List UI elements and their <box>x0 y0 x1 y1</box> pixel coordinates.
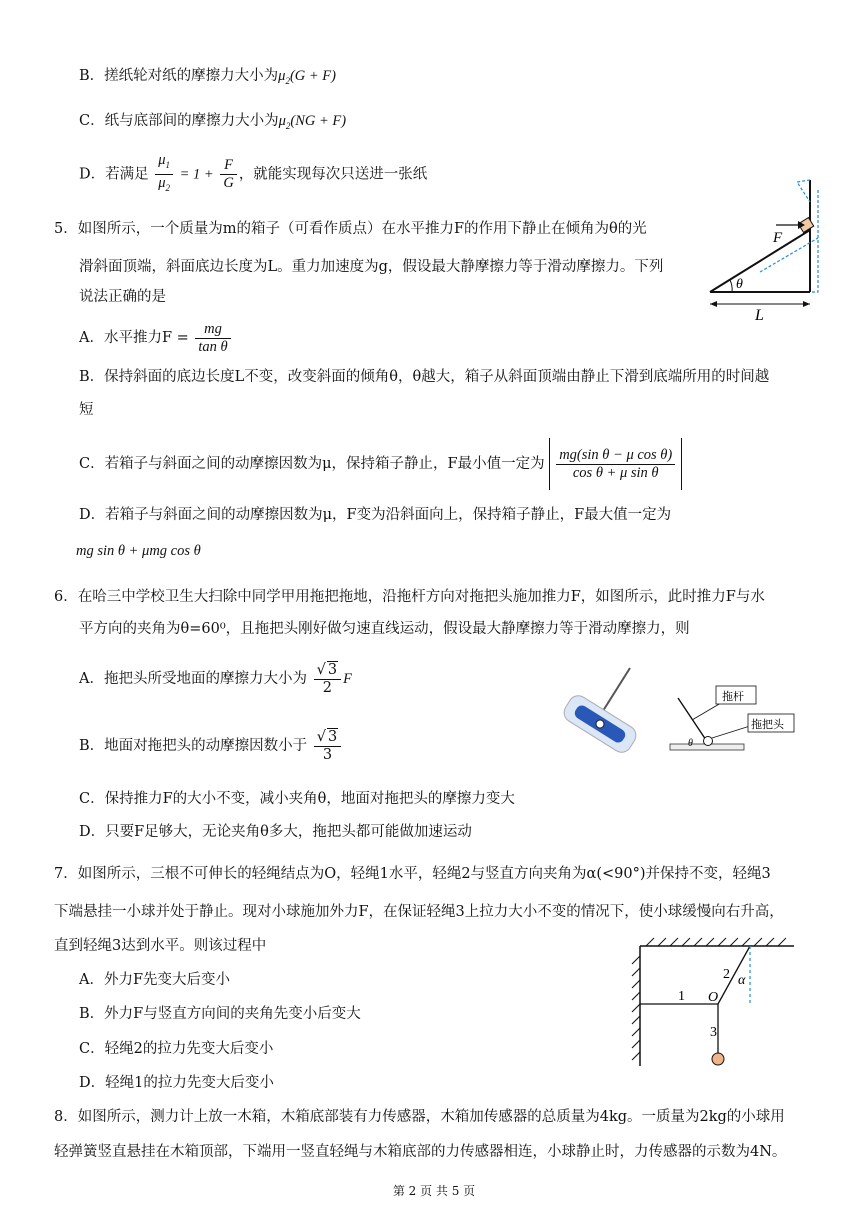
q8-stem-line2: 轻弹簧竖直悬挂在木箱顶部，下端用一竖直轻绳与木箱底部的力传感器相连，小球静止时，力传感器的示数为4N。 <box>54 1144 787 1160</box>
fraction-mg-tan: $\frac{mg}{\text{tan θ}}$ <box>195 321 230 356</box>
label-l: L <box>755 307 764 322</box>
q6-option-d: D．只要F足够大，无论夹角θ多大，拖把头都可能做加速运动 <box>79 824 472 840</box>
q6-option-c: C．保持推力F的大小不变，减小夹角θ，地面对拖把头的摩擦力变大 <box>79 791 515 807</box>
label-head: 拖把头 <box>751 719 784 731</box>
q6-option-a: A．拖把头所受地面的摩擦力大小为 $\frac{√ 3}{2}$ F <box>79 662 352 696</box>
q5-option-b-line2: 短 <box>79 402 94 418</box>
q4-option-b: B．搓纸轮对纸的摩擦力大小为$\mu_2(G + F)$ <box>79 68 336 86</box>
q7-stem-line3: 直到轻绳3达到水平。则该过程中 <box>54 938 267 954</box>
ropes-diagram <box>626 936 798 1070</box>
q7-option-a: A．外力F先变大后变小 <box>79 972 231 988</box>
q7-option-d: D．轻绳1的拉力先变大后变小 <box>79 1075 274 1091</box>
page-footer: 第 2 页 共 5 页 <box>392 1184 476 1198</box>
mu-2: $\mu_2$ <box>278 68 290 86</box>
dashed-helper-top <box>797 180 810 202</box>
angle-arc <box>730 280 732 292</box>
q6-option-b: B．地面对拖把头的动摩擦因数小于 $\frac{√ 3}{3}$ <box>79 724 343 768</box>
q6-stem-line2: 平方向的夹角为θ=60⁰，且拖把头刚好做匀速直线运动，假设最大静摩擦力等于滑动摩擦力，则 <box>79 621 690 637</box>
incline-diagram <box>700 172 832 322</box>
q5-option-b-line1: B．保持斜面的底边长度L不变，改变斜面的倾角θ，θ越大，箱子从斜面顶端由静止下滑到底端所用的时间越 <box>79 369 770 385</box>
label-f: F <box>773 230 783 246</box>
q5-option-d-line1: D．若箱子与斜面之间的动摩擦因数为μ，F变为沿斜面向上，保持箱子静止，F最大值一定为 <box>79 507 672 523</box>
mu-2: $\mu_2$ <box>278 113 291 131</box>
label-theta: θ <box>736 277 743 292</box>
schematic-head <box>704 737 713 746</box>
incline-surface <box>710 230 810 292</box>
label-3: 3 <box>710 1025 717 1040</box>
label-alpha: α <box>738 973 746 988</box>
q8-stem-line1: 8．如图所示，测力计上放一木箱，木箱底部装有力传感器，木箱加传感器的总质量为4kg。一质量为2kg的小球用 <box>54 1109 785 1125</box>
label-1: 1 <box>678 989 685 1004</box>
q5-stem-line1: 5．如图所示，一个质量为m的箱子（可看作质点）在水平推力F的作用下静止在倾角为θ的光 <box>54 221 647 237</box>
q6-stem-line1: 6．在哈三中学校卫生大扫除中同学甲用拖把拖地，沿拖杆方向对拖把头施加推力F，如图所示，此时推力F与水 <box>54 589 765 605</box>
q5-option-c: C．若箱子与斜面之间的动摩擦因数为μ，保持箱子静止，F最小值一定为 $\frac{\text{mg(sin θ − μ cos θ)}}{\text{cos θ + μ sin θ}}$ <box>79 438 682 490</box>
q4-option-d: D．若满足 $\frac{\mu_1}{\mu_2}$ = 1 + $\frac{F}{G}$ ，就能实现每次只送进一张纸 <box>79 152 427 197</box>
fraction-mu1-mu2: $\frac{\mu_1}{\mu_2}$ <box>155 152 173 197</box>
label-2: 2 <box>723 967 730 982</box>
q7-stem-line1: 7．如图所示，三根不可伸长的轻绳结点为O，轻绳1水平，轻绳2与竖直方向夹角为α(<90°)并保持不变，轻绳3 <box>54 866 771 882</box>
wall-hatching <box>632 956 640 1060</box>
fraction-f-g: $\frac{F}{G}$ <box>220 157 236 192</box>
q5-option-a: A．水平推力F = $\frac{mg}{\text{tan θ}}$ <box>79 318 233 358</box>
q7-option-b: B．外力F与竖直方向间的夹角先变小后变大 <box>79 1006 361 1022</box>
fraction-sqrt3-2: $\frac{√ 3}{2}$ <box>314 661 341 697</box>
q4-option-c: C．纸与底部间的摩擦力大小为$\mu_2(NG + F)$ <box>79 113 347 131</box>
label-o: O <box>708 990 719 1005</box>
mop-schematic <box>664 680 796 756</box>
label-theta: θ <box>688 738 693 749</box>
q7-option-c: C．轻绳2的拉力先变大后变小 <box>79 1041 274 1057</box>
abs-value-expression: $\frac{\text{mg(sin θ − μ cos θ)}}{\text{cos θ + μ sin θ}}$ <box>549 438 682 490</box>
fraction-sqrt3-3: $\frac{√ 3}{3}$ <box>314 728 341 764</box>
q5-stem-line2: 滑斜面顶端，斜面底边长度为L。重力加速度为g，假设最大静摩擦力等于滑动摩擦力。下列 <box>79 259 664 275</box>
mop-photo <box>558 664 648 764</box>
q7-stem-line2: 下端悬挂一小球并处于静止。现对小球施加外力F，在保证轻绳3上拉力大小不变的情况下，使小球缓慢向右升高， <box>54 904 784 920</box>
label-rod: 拖杆 <box>722 691 744 703</box>
ball <box>712 1053 724 1065</box>
q5-option-d-line2: mg sin θ + μmg cos θ <box>76 543 201 559</box>
q5-stem-line3: 说法正确的是 <box>79 289 166 305</box>
ceiling-hatching <box>646 938 786 946</box>
schematic-rod <box>678 698 706 740</box>
